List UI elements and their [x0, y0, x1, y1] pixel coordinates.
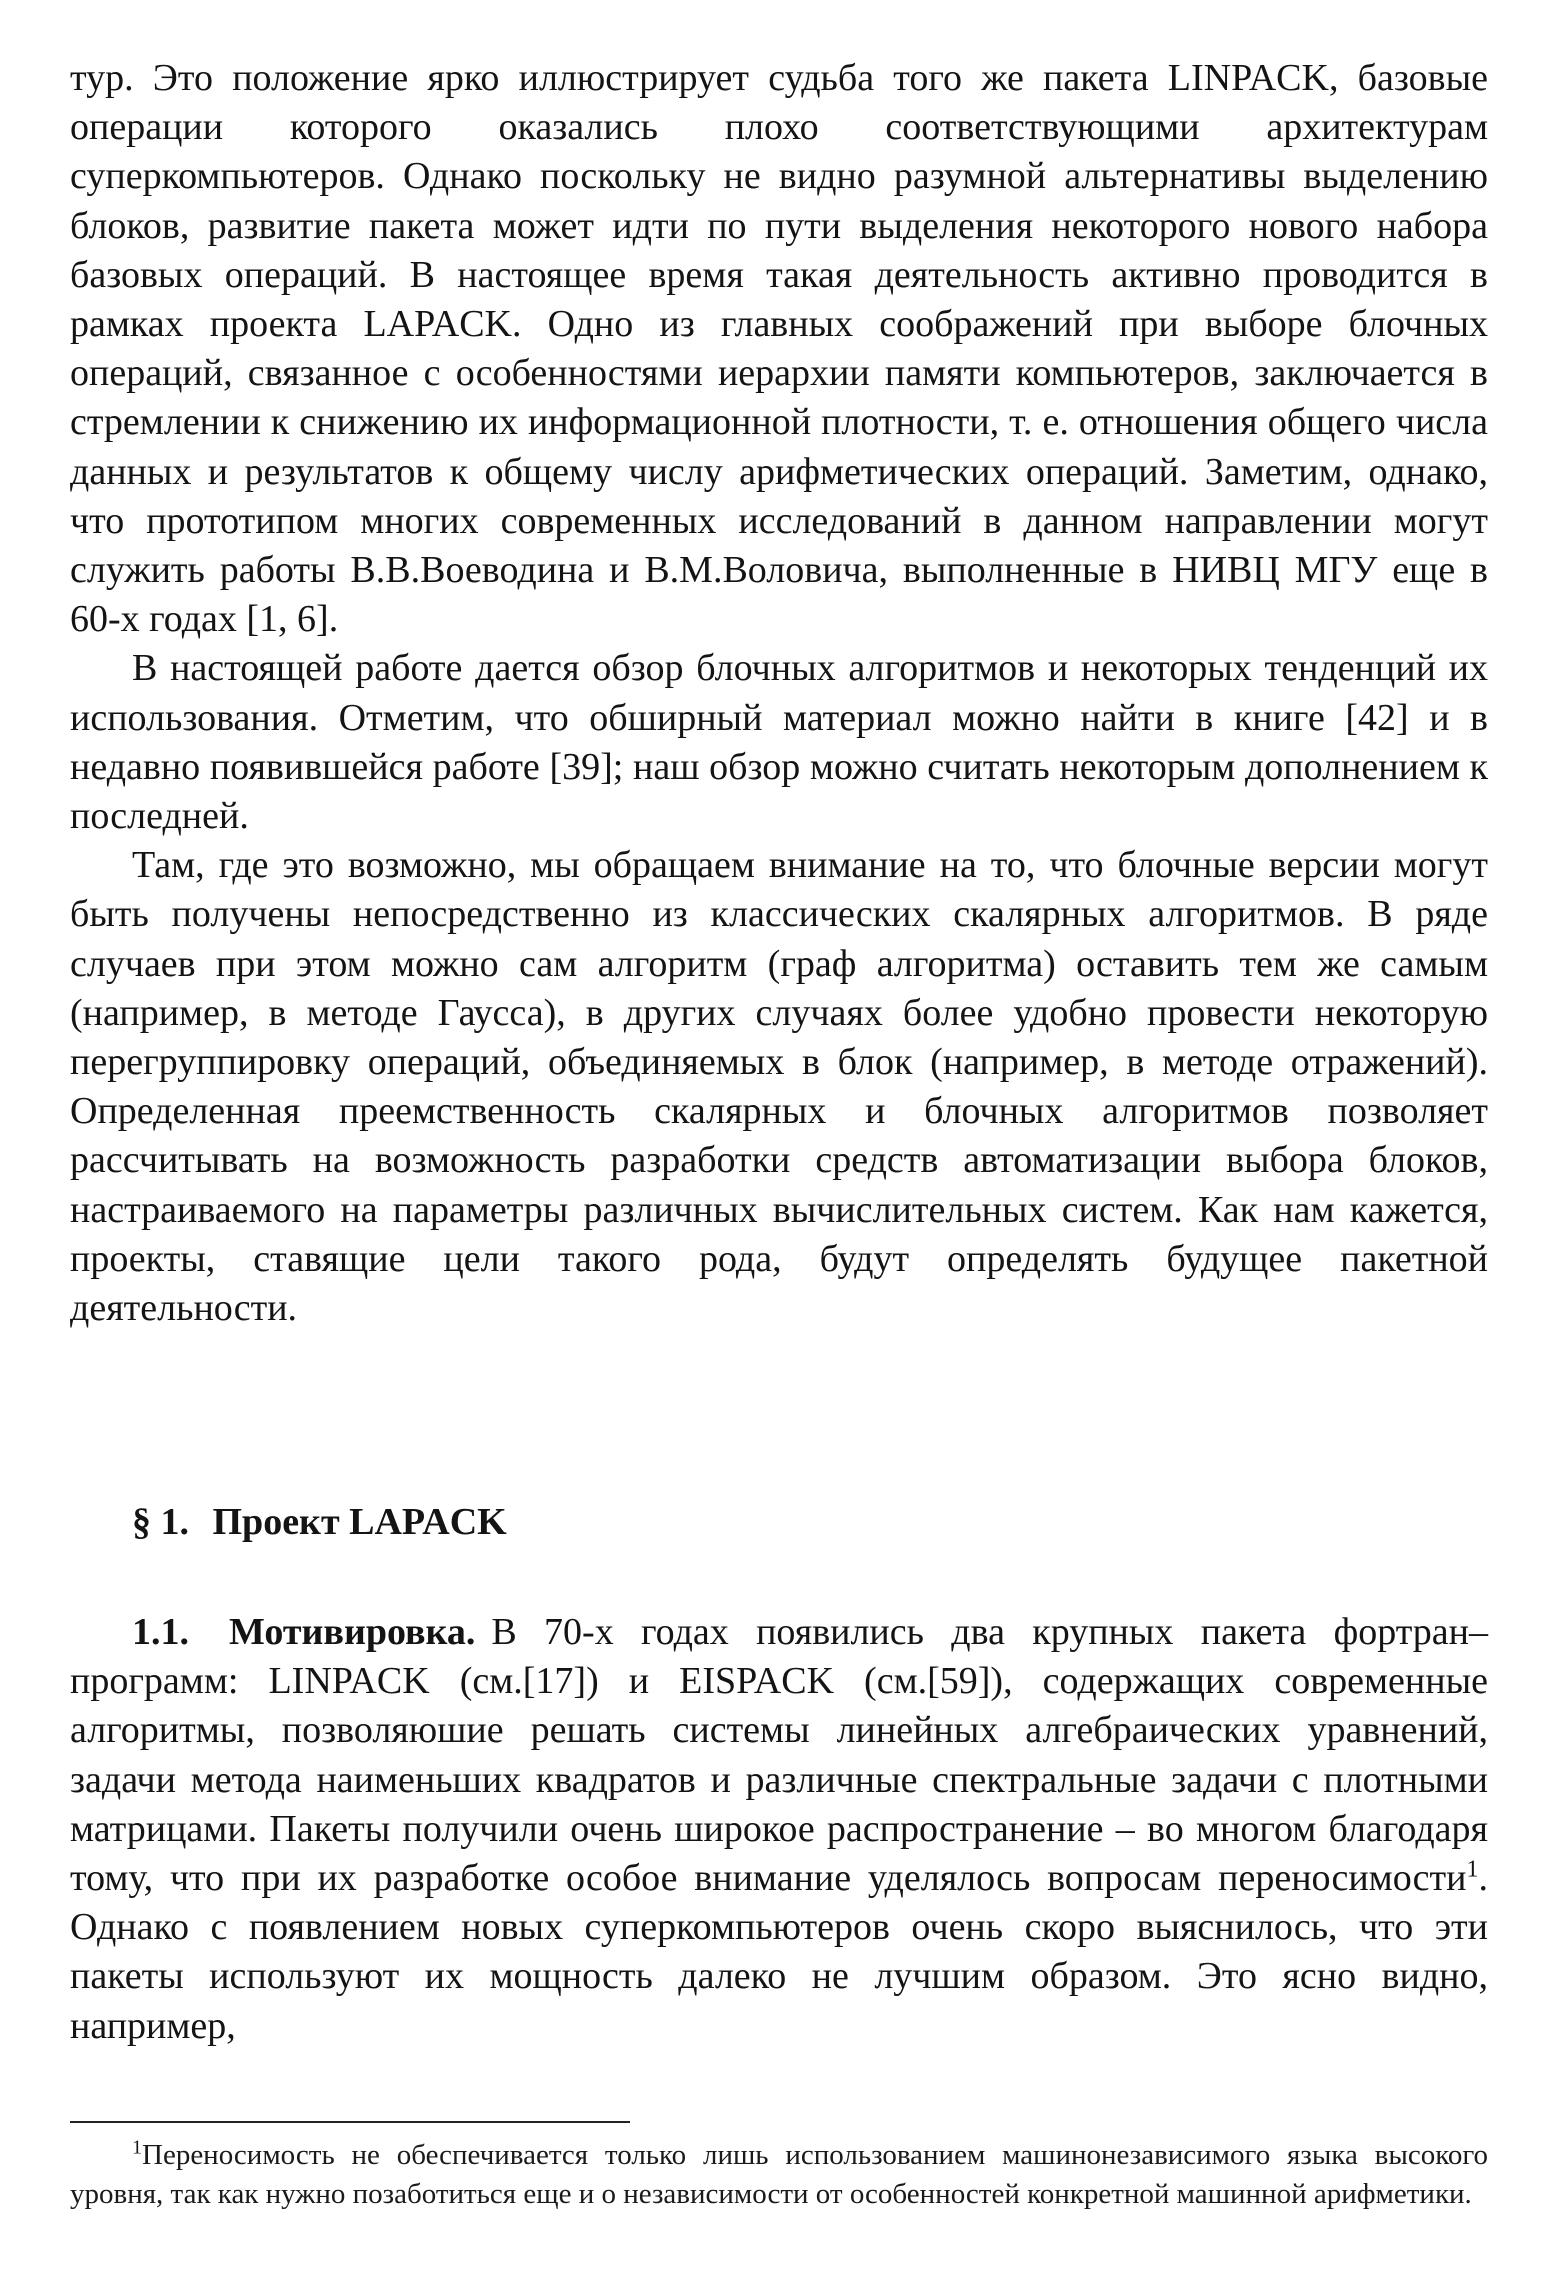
paragraph-motivation	[70, 1608, 1488, 2051]
subsection-title: Мотивировка.	[229, 1611, 476, 1653]
section-title: Проект LAPACK	[212, 1501, 507, 1543]
section-heading	[132, 1498, 507, 1547]
paragraph-overview: В настоящей работе дается обзор блочных алгоритмов и некоторых тенденций их использования. Отметим, что обширный материал можно найти в книге [42] и в недавно появившейся работе [39]; наш обзор можно считать некоторым дополнением к последней.	[70, 647, 1488, 838]
footnote-text: Переносимость не обеспечивается только лишь использованием машинонезависимого языка высокого уровня, так как нужно позаботиться еще и о независимости от особенностей конкретной машинной арифметики.	[70, 2139, 1488, 2210]
subsection-heading	[132, 1611, 491, 1653]
section-number: § 1.	[132, 1501, 189, 1543]
footnote-divider	[70, 2121, 630, 2123]
footnote-reference[interactable]: 1	[1466, 1856, 1479, 1883]
paragraph-block-versions: Там, где это возможно, мы обращаем внимание на то, что блочные версии могут быть получены непосредственно из классических скалярных алгоритмов. В ряде случаев при этом можно сам алгоритм (граф алгоритма) оставить тем же самым (например, в методе Гаусса), в других случаях более удобно провести некоторую перегруппировку операций, объединяемых в блок (например, в методе отражений). Определенная преемственность скалярных и блочных алгоритмов позволяет рассчитывать на возможность разработки средств автоматизации выбора блоков, настраиваемого на параметры различных вычислительных систем. Как нам кажется, проекты, ставящие цели такого рода, будут определять будущее пакетной деятельности.	[70, 844, 1488, 1330]
motivation-text-part2: . Однако с появлением новых суперкомпьютеров очень скоро выяснилось, что эти пакеты используют их мощность далеко не лучшим образом. Это ясно видно, например,	[70, 1857, 1488, 2047]
paragraph-intro-continuation: тур. Это положение ярко иллюстрирует судьба того же пакета LINPACK, базовые операции которого оказались плохо соответствующими архитектурам суперкомпьютеров. Однако поскольку не видно разумной альтернативы выделению блоков, развитие пакета может идти по пути выделения некоторого нового набора базовых операций. В настоящее время такая деятельность активно проводится в рамках проекта LAPACK. Одно из главных соображений при выборе блочных операций, связанное с особенностями иерархии памяти компьютеров, заключается в стремлении к снижению их информационной плотности, т. е. отношения общего числа данных и результатов к общему числу арифметических операций. Заметим, однако, что прототипом многих современных исследований в данном направлении могут служить работы В.В.Воеводина и В.М.Воловича, выполненные в НИВЦ МГУ еще в 60-х годах [1, 6].	[70, 57, 1488, 641]
subsection-number: 1.1.	[132, 1611, 189, 1653]
footnote-marker: 1	[132, 2136, 142, 2159]
footnote	[70, 2136, 1488, 2214]
motivation-text-part1: В 70-х годах появились два крупных пакета фортран–программ: LINPACK (см.[17]) и EISPACK (см.[59]), содержащих современные алгоритмы, позволяюшие решать системы линейных алгебраических уравнений, задачи метода наименьших квадратов и различные спектральные задачи с плотными матрицами. Пакеты получили очень широкое распространение – во многом благодаря тому, что при их разработке особое внимание уделялось вопросам переносимости	[70, 1611, 1488, 1900]
page-body	[70, 54, 1488, 2210]
